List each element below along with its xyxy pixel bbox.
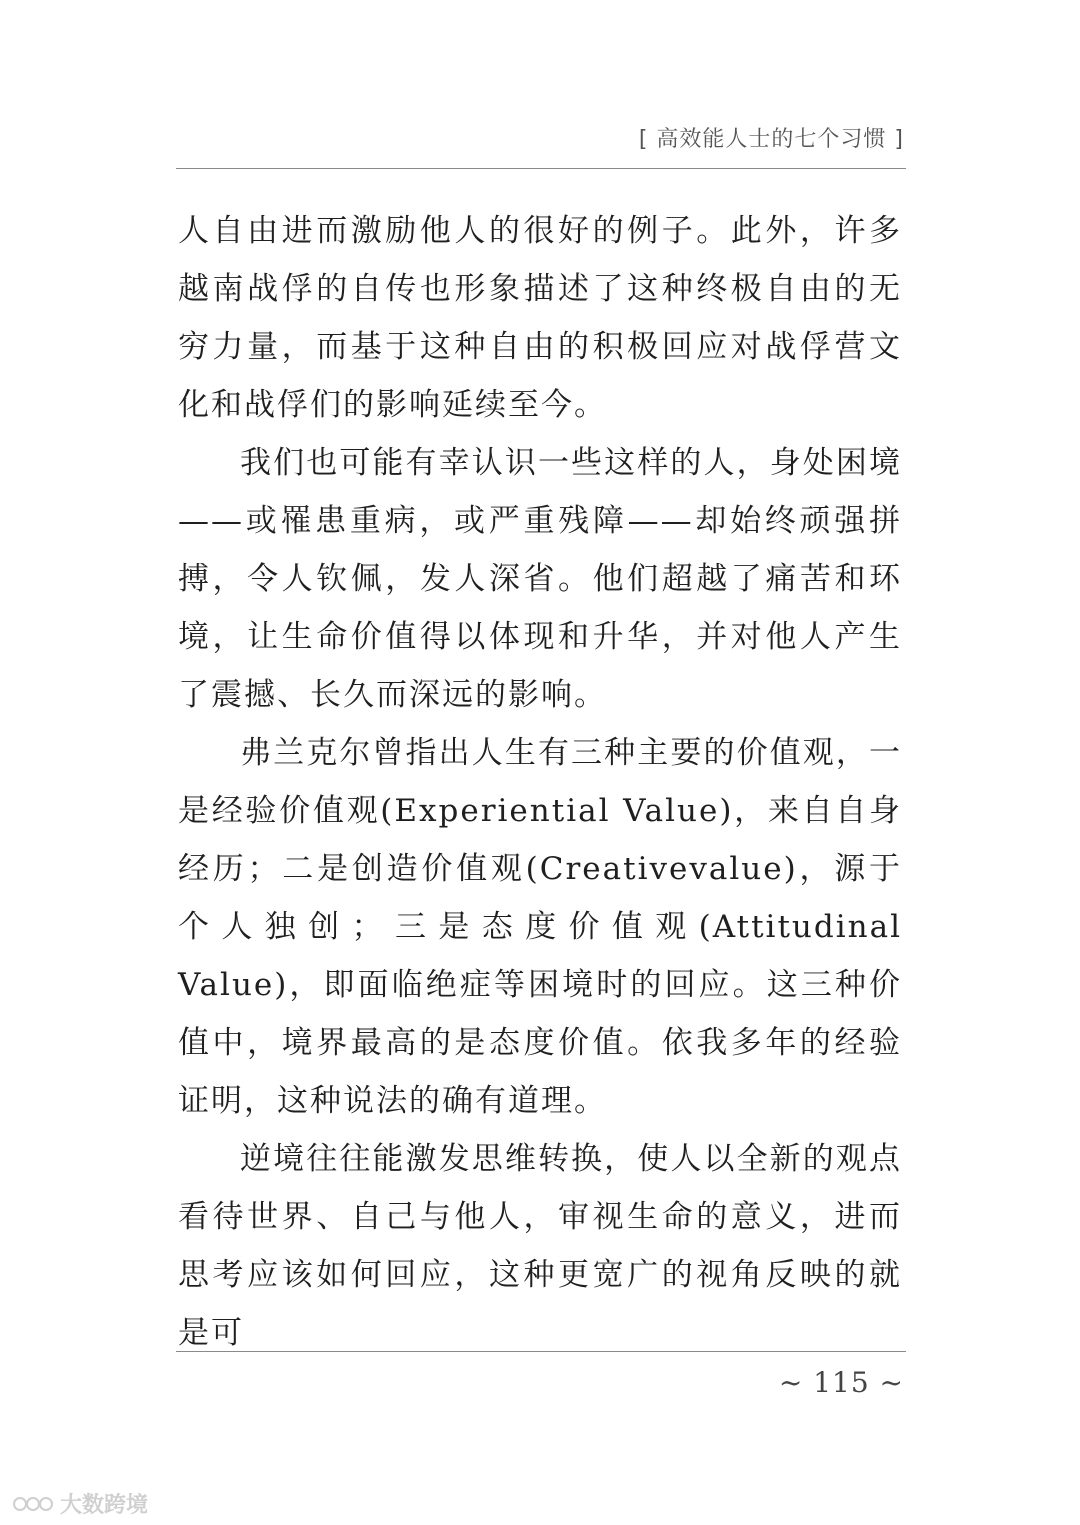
watermark-text: 大数跨境 <box>60 1493 149 1518</box>
page-number: ~ 115 ~ <box>778 1366 904 1399</box>
watermark <box>12 1488 148 1519</box>
header-rule <box>176 168 906 169</box>
paragraph-1: 人自由进而激励他人的很好的例子。此外，许多越南战俘的自传也形象描述了这种终极自由的无穷力量，而基于这种自由的积极回应对战俘营文化和战俘们的影响延续至今。 <box>178 213 902 423</box>
footer-rule <box>176 1351 906 1352</box>
paragraph-4: 逆境往往能激发思维转换，使人以全新的观点看待世界、自己与他人，审视生命的意义，进而思考应该如何回应，这种更宽广的视角反映的就是可 <box>178 1141 902 1351</box>
body-text <box>178 202 902 1362</box>
running-header <box>178 120 904 160</box>
paragraph-2: 我们也可能有幸认识一些这样的人，身处困境——或罹患重病，或严重残障——却始终顽强拼搏，令人钦佩，发人深省。他们超越了痛苦和环境，让生命价值得以体现和升华，并对他人产生了震撼、长久而深远的影响。 <box>178 445 902 713</box>
running-title: [ 高效能人士的七个习惯 ] <box>638 127 904 152</box>
paragraph-3: 弗兰克尔曾指出人生有三种主要的价值观，一是经验价值观(Experiential Value)，来自自身经历；二是创造价值观(Creativevalue)，源于个人独创；三是态度价值观(Attitudinal Value)，即面临绝症等困境时的回应。这三种价值中，境界最高的是态度价值。依我多年的经验证明，这种说法的确有道理。 <box>178 735 902 1119</box>
watermark-logo-icon <box>12 1493 54 1515</box>
